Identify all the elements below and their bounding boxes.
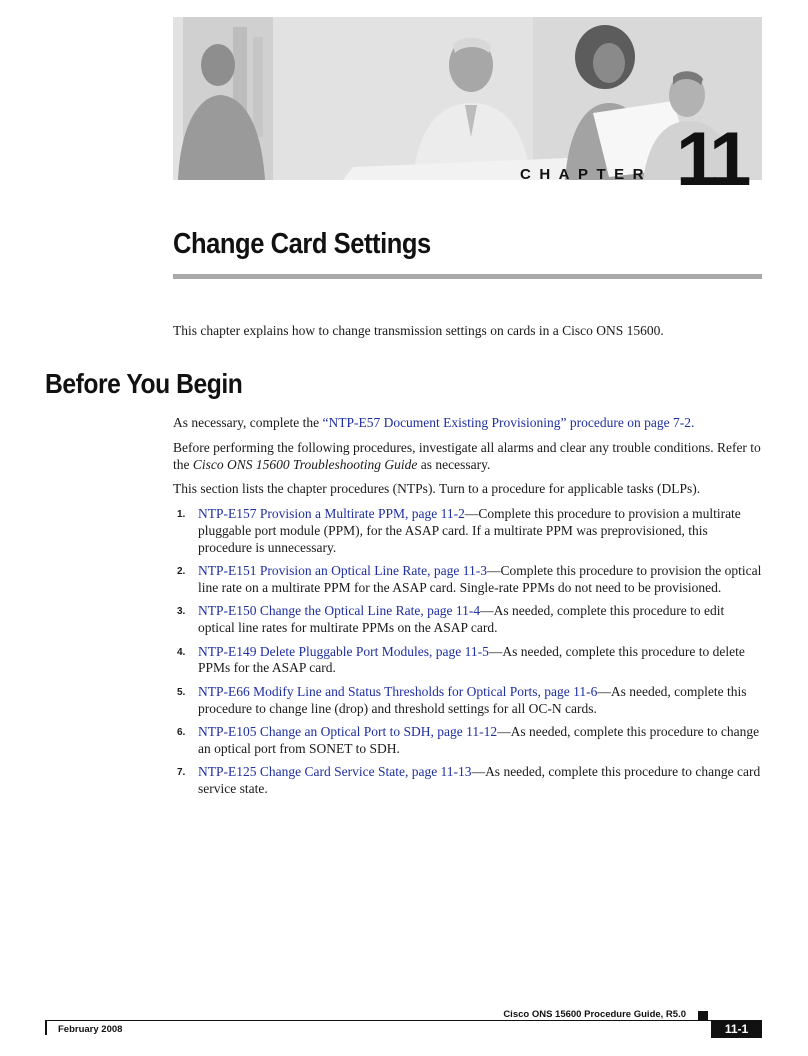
procedure-number: 4. xyxy=(177,646,186,658)
chapter-label: CHAPTER xyxy=(520,166,653,183)
procedure-number: 7. xyxy=(177,767,186,779)
paragraph-existing-provisioning xyxy=(173,415,763,432)
procedure-link[interactable]: NTP-E125 Change Card Service State, page 11-13 xyxy=(198,764,472,780)
footer-bar xyxy=(45,1021,47,1035)
procedure-item xyxy=(173,603,763,637)
procedure-item xyxy=(173,684,763,718)
procedure-number: 3. xyxy=(177,606,186,618)
procedure-list xyxy=(173,506,763,798)
procedure-number: 6. xyxy=(177,726,186,738)
procedure-description: —Complete this procedure to provision the optical line rate on a multirate PPM for the ASAP card. Single-rate PPMs do not need to be provisioned. xyxy=(198,563,762,595)
chapter-banner-photo xyxy=(173,17,762,180)
procedure-description: —As needed, complete this procedure to edit optical line rates for multirate PPMs on the ASAP card. xyxy=(198,603,725,636)
xref-ntp-e57[interactable]: “NTP-E57 Document Existing Provisioning” procedure on page 7-2. xyxy=(322,415,695,430)
paragraph-prefix: As necessary, complete the xyxy=(173,415,323,430)
procedure-item xyxy=(173,563,763,597)
procedure-link[interactable]: NTP-E151 Provision an Optical Line Rate, page 11-3 xyxy=(198,563,487,579)
section-body xyxy=(173,415,763,804)
procedure-description: —As needed, complete this procedure to change card service state. xyxy=(198,764,761,796)
footer-date: February 2008 xyxy=(58,1024,123,1035)
procedure-item xyxy=(173,644,763,678)
procedure-link[interactable]: NTP-E149 Delete Pluggable Port Modules, page 11-5 xyxy=(198,643,489,659)
procedure-description: —As needed, complete this procedure to delete PPMs for the ASAP card. xyxy=(198,643,745,676)
paragraph-procedures-intro: This section lists the chapter procedures (NTPs). Turn to a procedure for applicable tasks (DLPs). xyxy=(173,481,701,497)
footer-guide-title: Cisco ONS 15600 Procedure Guide, R5.0 xyxy=(503,1009,686,1020)
procedure-link[interactable]: NTP-E66 Modify Line and Status Thresholds for Optical Ports, page 11-6 xyxy=(198,683,598,699)
procedure-description: —As needed, complete this procedure to change an optical port from SONET to SDH. xyxy=(198,723,760,756)
paragraph-suffix: as necessary. xyxy=(417,456,491,472)
troubleshooting-guide-title: Cisco ONS 15600 Troubleshooting Guide xyxy=(192,456,418,472)
procedure-description: —As needed, complete this procedure to change line (drop) and threshold settings for all OC-N cards. xyxy=(198,683,747,716)
procedure-number: 5. xyxy=(177,686,186,698)
banner-illustration xyxy=(173,17,762,180)
procedure-link[interactable]: NTP-E157 Provision a Multirate PPM, page 11-2 xyxy=(198,506,465,522)
footer-rule xyxy=(45,1020,762,1021)
page-number: 11-1 xyxy=(711,1021,762,1038)
procedure-item xyxy=(173,506,763,556)
procedure-number: 1. xyxy=(177,509,186,521)
procedure-description: —Complete this procedure to provision a multirate pluggable port module (PPM), for the ASAP card. If a multirate PPM was preprovisioned, this procedure is unnecessary. xyxy=(198,506,741,555)
procedure-link[interactable]: NTP-E150 Change the Optical Line Rate, page 11-4 xyxy=(198,603,481,619)
section-heading: Before You Begin xyxy=(45,368,243,399)
procedure-number: 2. xyxy=(177,566,186,578)
chapter-intro: This chapter explains how to change transmission settings on cards in a Cisco ONS 15600. xyxy=(173,323,664,338)
paragraph-alarms xyxy=(173,440,763,474)
paragraph-prefix: Before performing the following procedures, investigate all alarms and clear any trouble conditions. Refer to the xyxy=(173,439,761,472)
chapter-number: 11 xyxy=(676,117,747,202)
title-rule xyxy=(173,274,762,279)
procedure-item xyxy=(173,764,763,798)
procedure-item xyxy=(173,724,763,758)
procedure-link[interactable]: NTP-E105 Change an Optical Port to SDH, page 11-12 xyxy=(198,723,498,739)
chapter-title: Change Card Settings xyxy=(173,228,431,260)
